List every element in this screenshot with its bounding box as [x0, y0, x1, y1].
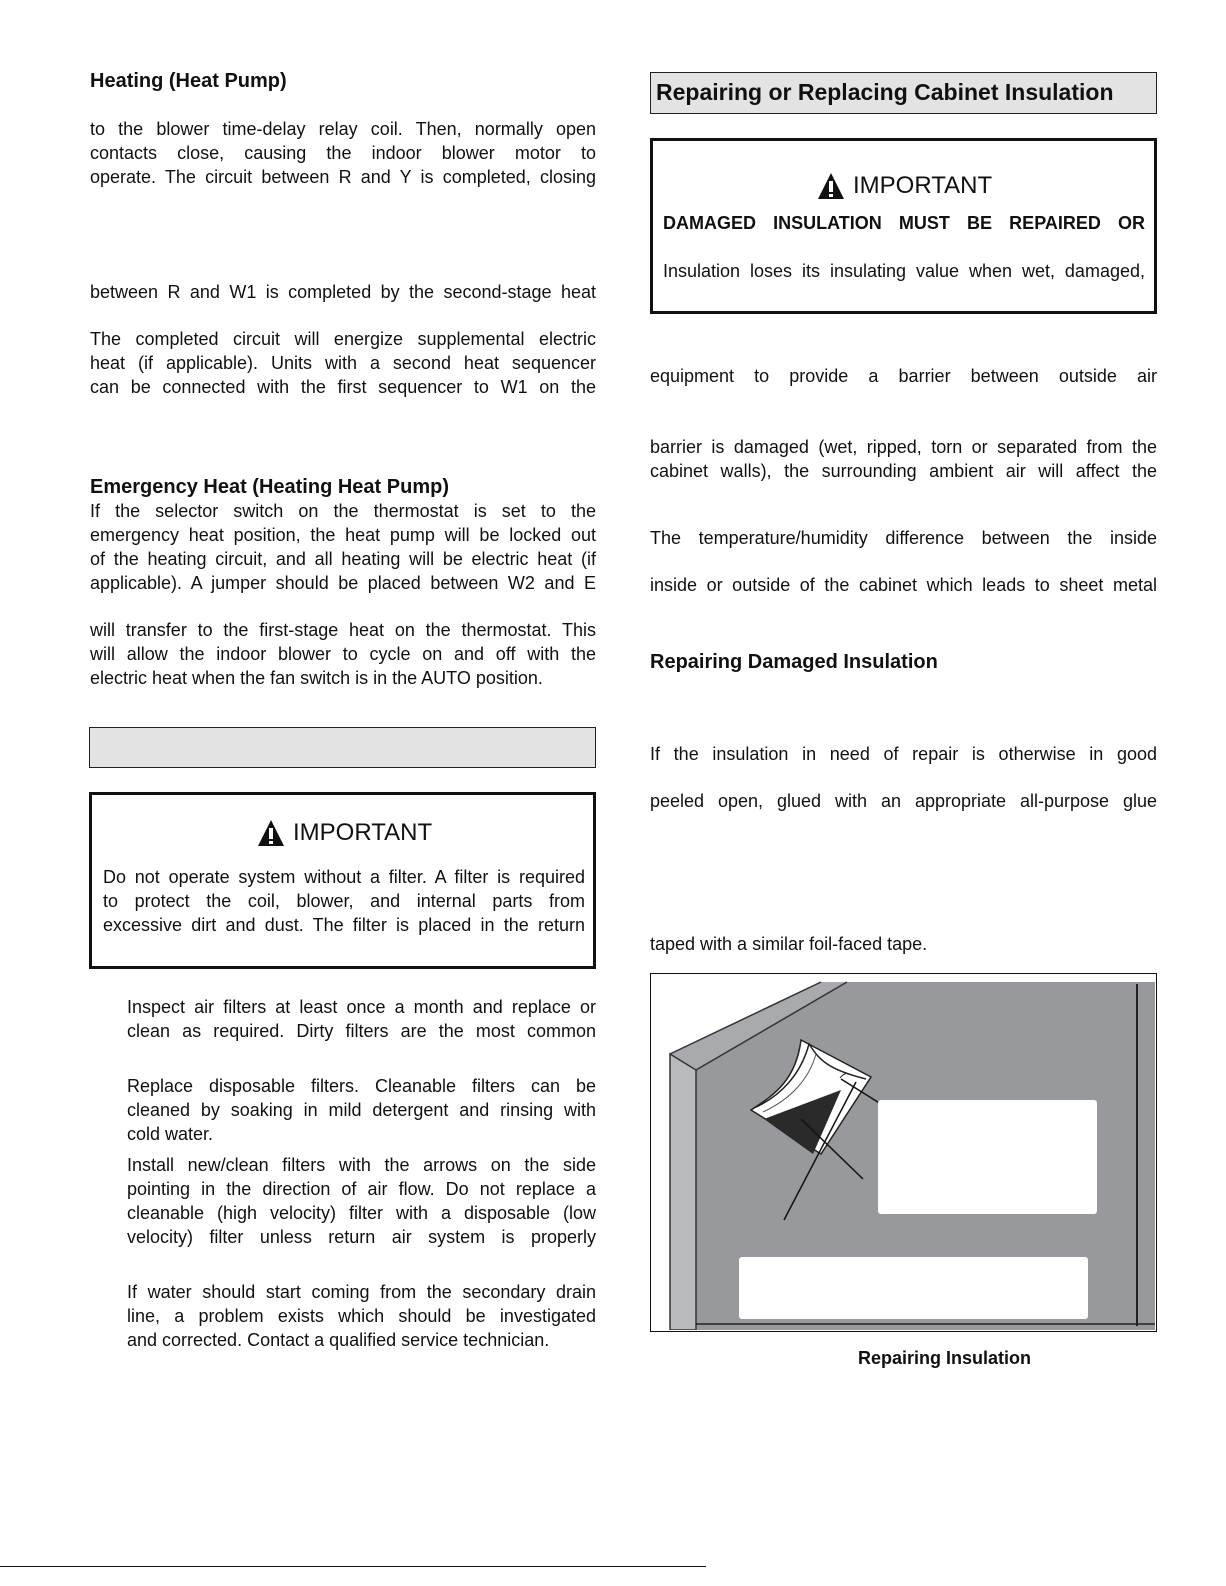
text-line: between R and W1 is completed by the second-stage heat [90, 282, 596, 302]
important-notice-filter [89, 792, 596, 969]
text-line: pointing in the direction of air flow. Do not replace a [127, 1179, 596, 1199]
important-title: IMPORTANT [257, 819, 432, 847]
text-line: to protect the coil, blower, and internal parts from [103, 891, 585, 911]
text-line: Inspect air filters at least once a month and replace or [127, 997, 596, 1017]
insulation-repair-illustration [651, 974, 1155, 1330]
text-line: If the insulation in need of repair is otherwise in good [650, 744, 1157, 764]
text-line: will allow the indoor blower to cycle on and off with the [90, 644, 596, 664]
heating-heading: Heating (Heat Pump) [90, 70, 287, 92]
text-line: cold water. [127, 1124, 214, 1144]
text-line: of the heating circuit, and all heating will be electric heat (if [90, 549, 596, 569]
text-line: inside or outside of the cabinet which leads to sheet metal [650, 575, 1157, 595]
text-line: taped with a similar foil-faced tape. [650, 934, 928, 954]
important-caps-line: DAMAGED INSULATION MUST BE REPAIRED OR [663, 213, 1145, 233]
text-line: cabinet walls), the surrounding ambient air will affect the [650, 461, 1157, 481]
text-line: barrier is damaged (wet, ripped, torn or separated from the [650, 437, 1157, 457]
repairing-insulation-figure [650, 973, 1157, 1332]
text-line: equipment to provide a barrier between outside air [650, 366, 1157, 386]
text-line: applicable). A jumper should be placed between W2 and E [90, 573, 596, 593]
text-line: operate. The circuit between R and Y is completed, closing [90, 167, 596, 187]
figure-caption: Repairing Insulation [858, 1348, 1032, 1368]
important-title: IMPORTANT [817, 172, 992, 200]
text-line: emergency heat position, the heat pump will be locked out [90, 525, 596, 545]
text-line: The temperature/humidity difference between the inside [650, 528, 1157, 548]
text-line: peeled open, glued with an appropriate all-purpose glue [650, 791, 1157, 811]
text-line: Install new/clean filters with the arrows on the side [127, 1155, 596, 1175]
text-line: cleanable (high velocity) filter with a disposable (low [127, 1203, 596, 1223]
text-line: electric heat when the fan switch is in the AUTO position. [90, 668, 543, 688]
page-bottom-rule [0, 1566, 706, 1567]
section-title-cabinet-insulation: Repairing or Replacing Cabinet Insulation [650, 72, 1157, 114]
text-line: The completed circuit will energize supplemental electric [90, 329, 596, 349]
warning-icon [257, 819, 285, 847]
text-line: velocity) filter unless return air system is properly [127, 1227, 596, 1247]
text-line: to the blower time-delay relay coil. Then, normally open [90, 119, 596, 139]
text-line: If the selector switch on the thermostat is set to the [90, 501, 596, 521]
empty-section-title-bar [89, 727, 596, 768]
text-line: excessive dirt and dust. The filter is placed in the return [103, 915, 585, 935]
important-notice-insulation [650, 138, 1157, 314]
text-line: Replace disposable filters. Cleanable filters can be [127, 1076, 596, 1096]
text-line: and corrected. Contact a qualified service technician. [127, 1330, 550, 1350]
text-line: If water should start coming from the secondary drain [127, 1282, 596, 1302]
text-line: contacts close, causing the indoor blower motor to [90, 143, 596, 163]
text-line: clean as required. Dirty filters are the most common [127, 1021, 596, 1041]
text-line: heat (if applicable). Units with a second heat sequencer [90, 353, 596, 373]
text-line: Insulation loses its insulating value when wet, damaged, [663, 261, 1145, 281]
text-line: Do not operate system without a filter. A filter is required [103, 867, 585, 887]
text-line: will transfer to the first-stage heat on the thermostat. This [90, 620, 596, 640]
emergency-heat-heading: Emergency Heat (Heating Heat Pump) [90, 476, 449, 498]
text-line: line, a problem exists which should be investigated [127, 1306, 596, 1326]
warning-icon [817, 172, 845, 200]
text-line: can be connected with the first sequencer to W1 on the [90, 377, 596, 397]
repairing-damaged-insulation-heading: Repairing Damaged Insulation [650, 651, 938, 673]
text-line: cleaned by soaking in mild detergent and rinsing with [127, 1100, 596, 1120]
